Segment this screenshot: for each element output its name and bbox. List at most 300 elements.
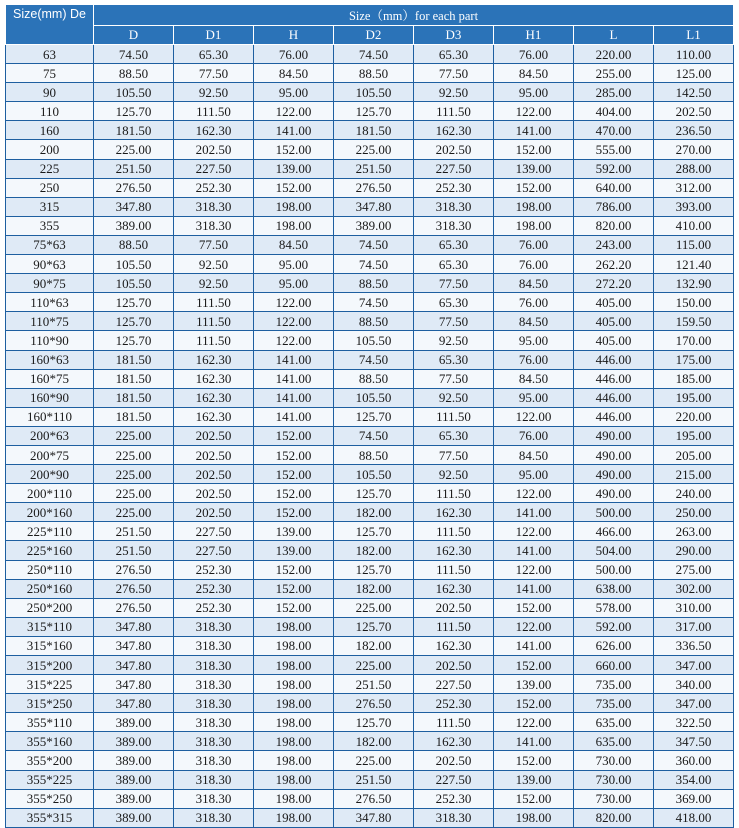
table-row xyxy=(6,426,734,445)
value-cell: 730.00 xyxy=(574,751,654,770)
value-cell: 152.00 xyxy=(494,751,574,770)
value-cell: 88.50 xyxy=(334,312,414,331)
value-cell: 181.50 xyxy=(94,388,174,407)
value-cell: 347.00 xyxy=(654,694,734,713)
value-cell: 202.50 xyxy=(414,751,494,770)
table-row xyxy=(6,293,734,312)
value-cell: 76.00 xyxy=(494,255,574,274)
value-cell: 95.00 xyxy=(254,274,334,293)
value-cell: 198.00 xyxy=(254,216,334,235)
value-cell: 635.00 xyxy=(574,732,654,751)
value-cell: 215.00 xyxy=(654,465,734,484)
value-cell: 410.00 xyxy=(654,216,734,235)
value-cell: 490.00 xyxy=(574,465,654,484)
size-cell: 200*90 xyxy=(6,465,94,484)
value-cell: 369.00 xyxy=(654,789,734,808)
value-cell: 76.00 xyxy=(494,293,574,312)
size-cell: 355*315 xyxy=(6,808,94,827)
column-header-h1: H1 xyxy=(494,26,574,45)
value-cell: 347.80 xyxy=(94,656,174,675)
table-row xyxy=(6,713,734,732)
value-cell: 347.80 xyxy=(94,636,174,655)
value-cell: 65.30 xyxy=(414,45,494,64)
value-cell: 141.00 xyxy=(254,121,334,140)
value-cell: 111.50 xyxy=(414,484,494,503)
size-cell: 250*110 xyxy=(6,560,94,579)
value-cell: 152.00 xyxy=(254,426,334,445)
value-cell: 111.50 xyxy=(174,293,254,312)
value-cell: 446.00 xyxy=(574,407,654,426)
value-cell: 92.50 xyxy=(414,465,494,484)
value-cell: 202.50 xyxy=(174,503,254,522)
value-cell: 84.50 xyxy=(254,64,334,83)
value-cell: 225.00 xyxy=(334,656,414,675)
table-row xyxy=(6,388,734,407)
table-row xyxy=(6,331,734,350)
size-cell: 160*75 xyxy=(6,369,94,388)
value-cell: 198.00 xyxy=(254,636,334,655)
value-cell: 405.00 xyxy=(574,331,654,350)
table-row xyxy=(6,255,734,274)
table-row xyxy=(6,312,734,331)
value-cell: 152.00 xyxy=(254,445,334,464)
size-cell: 250*200 xyxy=(6,598,94,617)
value-cell: 405.00 xyxy=(574,293,654,312)
value-cell: 92.50 xyxy=(174,83,254,102)
column-header-row xyxy=(6,26,734,45)
size-cell: 63 xyxy=(6,45,94,64)
value-cell: 182.00 xyxy=(334,579,414,598)
header-group-row xyxy=(6,5,734,26)
value-cell: 236.50 xyxy=(654,121,734,140)
table-row xyxy=(6,656,734,675)
value-cell: 318.30 xyxy=(174,789,254,808)
table-row xyxy=(6,274,734,293)
size-cell: 90*63 xyxy=(6,255,94,274)
value-cell: 198.00 xyxy=(494,808,574,827)
value-cell: 92.50 xyxy=(174,274,254,293)
value-cell: 251.50 xyxy=(94,522,174,541)
value-cell: 225.00 xyxy=(94,465,174,484)
value-cell: 318.30 xyxy=(414,808,494,827)
value-cell: 76.00 xyxy=(494,235,574,254)
value-cell: 318.30 xyxy=(174,617,254,636)
value-cell: 555.00 xyxy=(574,140,654,159)
value-cell: 272.20 xyxy=(574,274,654,293)
value-cell: 105.50 xyxy=(334,83,414,102)
value-cell: 77.50 xyxy=(414,445,494,464)
value-cell: 251.50 xyxy=(334,675,414,694)
value-cell: 276.50 xyxy=(334,178,414,197)
value-cell: 141.00 xyxy=(254,388,334,407)
value-cell: 152.00 xyxy=(254,598,334,617)
value-cell: 276.50 xyxy=(94,178,174,197)
value-cell: 152.00 xyxy=(494,656,574,675)
value-cell: 225.00 xyxy=(334,140,414,159)
value-cell: 578.00 xyxy=(574,598,654,617)
value-cell: 77.50 xyxy=(174,235,254,254)
value-cell: 152.00 xyxy=(494,598,574,617)
value-cell: 88.50 xyxy=(94,64,174,83)
table-row xyxy=(6,445,734,464)
value-cell: 198.00 xyxy=(254,675,334,694)
value-cell: 182.00 xyxy=(334,541,414,560)
value-cell: 125.70 xyxy=(334,102,414,121)
value-cell: 276.50 xyxy=(94,579,174,598)
value-cell: 111.50 xyxy=(414,102,494,121)
size-cell: 315 xyxy=(6,197,94,216)
size-cell: 355*160 xyxy=(6,732,94,751)
group-header: Size（mm）for each part xyxy=(94,5,734,26)
value-cell: 490.00 xyxy=(574,426,654,445)
table-row xyxy=(6,770,734,789)
value-cell: 312.00 xyxy=(654,178,734,197)
value-cell: 276.50 xyxy=(94,598,174,617)
value-cell: 198.00 xyxy=(254,713,334,732)
value-cell: 141.00 xyxy=(494,541,574,560)
value-cell: 74.50 xyxy=(334,255,414,274)
value-cell: 255.00 xyxy=(574,64,654,83)
value-cell: 318.30 xyxy=(414,197,494,216)
value-cell: 198.00 xyxy=(254,789,334,808)
value-cell: 202.50 xyxy=(414,656,494,675)
table-row xyxy=(6,64,734,83)
value-cell: 111.50 xyxy=(414,713,494,732)
value-cell: 105.50 xyxy=(94,255,174,274)
size-cell: 160*90 xyxy=(6,388,94,407)
size-cell: 315*200 xyxy=(6,656,94,675)
value-cell: 111.50 xyxy=(174,331,254,350)
value-cell: 125.70 xyxy=(94,102,174,121)
value-cell: 181.50 xyxy=(94,121,174,140)
value-cell: 125.70 xyxy=(94,293,174,312)
size-cell: 200*160 xyxy=(6,503,94,522)
value-cell: 225.00 xyxy=(94,445,174,464)
value-cell: 500.00 xyxy=(574,503,654,522)
value-cell: 270.00 xyxy=(654,140,734,159)
size-cell: 225 xyxy=(6,159,94,178)
value-cell: 225.00 xyxy=(94,503,174,522)
table-row xyxy=(6,83,734,102)
value-cell: 152.00 xyxy=(254,140,334,159)
table-row xyxy=(6,465,734,484)
value-cell: 202.50 xyxy=(174,465,254,484)
value-cell: 122.00 xyxy=(494,560,574,579)
value-cell: 220.00 xyxy=(574,45,654,64)
value-cell: 95.00 xyxy=(494,388,574,407)
value-cell: 84.50 xyxy=(494,445,574,464)
value-cell: 198.00 xyxy=(254,694,334,713)
table-row xyxy=(6,140,734,159)
value-cell: 65.30 xyxy=(414,255,494,274)
value-cell: 227.50 xyxy=(174,159,254,178)
value-cell: 162.30 xyxy=(174,369,254,388)
value-cell: 125.70 xyxy=(94,331,174,350)
value-cell: 592.00 xyxy=(574,617,654,636)
value-cell: 198.00 xyxy=(494,197,574,216)
table-body xyxy=(6,45,734,828)
value-cell: 115.00 xyxy=(654,235,734,254)
value-cell: 318.30 xyxy=(174,694,254,713)
column-header-h: H xyxy=(254,26,334,45)
value-cell: 227.50 xyxy=(174,541,254,560)
value-cell: 318.30 xyxy=(174,216,254,235)
value-cell: 290.00 xyxy=(654,541,734,560)
size-cell: 90 xyxy=(6,83,94,102)
value-cell: 276.50 xyxy=(94,560,174,579)
value-cell: 139.00 xyxy=(254,159,334,178)
value-cell: 162.30 xyxy=(414,121,494,140)
value-cell: 122.00 xyxy=(494,617,574,636)
size-cell: 90*75 xyxy=(6,274,94,293)
value-cell: 318.30 xyxy=(174,732,254,751)
value-cell: 181.50 xyxy=(94,350,174,369)
value-cell: 65.30 xyxy=(414,293,494,312)
value-cell: 227.50 xyxy=(174,522,254,541)
value-cell: 182.00 xyxy=(334,636,414,655)
value-cell: 65.30 xyxy=(414,235,494,254)
value-cell: 125.00 xyxy=(654,64,734,83)
value-cell: 389.00 xyxy=(334,216,414,235)
value-cell: 77.50 xyxy=(174,64,254,83)
value-cell: 225.00 xyxy=(94,426,174,445)
value-cell: 162.30 xyxy=(174,388,254,407)
value-cell: 181.50 xyxy=(94,369,174,388)
value-cell: 95.00 xyxy=(494,331,574,350)
value-cell: 347.80 xyxy=(334,808,414,827)
value-cell: 405.00 xyxy=(574,312,654,331)
size-cell: 200 xyxy=(6,140,94,159)
value-cell: 195.00 xyxy=(654,388,734,407)
value-cell: 141.00 xyxy=(254,407,334,426)
size-cell: 315*250 xyxy=(6,694,94,713)
value-cell: 735.00 xyxy=(574,694,654,713)
size-cell: 225*160 xyxy=(6,541,94,560)
value-cell: 205.00 xyxy=(654,445,734,464)
value-cell: 181.50 xyxy=(334,121,414,140)
value-cell: 162.30 xyxy=(174,121,254,140)
value-cell: 730.00 xyxy=(574,789,654,808)
value-cell: 95.00 xyxy=(254,255,334,274)
value-cell: 142.50 xyxy=(654,83,734,102)
value-cell: 84.50 xyxy=(494,312,574,331)
value-cell: 347.00 xyxy=(654,656,734,675)
table-row xyxy=(6,560,734,579)
value-cell: 76.00 xyxy=(494,350,574,369)
value-cell: 181.50 xyxy=(94,407,174,426)
value-cell: 121.40 xyxy=(654,255,734,274)
value-cell: 347.80 xyxy=(94,617,174,636)
value-cell: 389.00 xyxy=(94,713,174,732)
size-cell: 250 xyxy=(6,178,94,197)
value-cell: 122.00 xyxy=(494,484,574,503)
size-cell: 160*110 xyxy=(6,407,94,426)
column-header-d1: D1 xyxy=(174,26,254,45)
value-cell: 88.50 xyxy=(334,445,414,464)
table-row xyxy=(6,235,734,254)
value-cell: 152.00 xyxy=(254,579,334,598)
size-cell: 250*160 xyxy=(6,579,94,598)
value-cell: 251.50 xyxy=(334,159,414,178)
value-cell: 318.30 xyxy=(174,197,254,216)
value-cell: 122.00 xyxy=(494,407,574,426)
value-cell: 202.50 xyxy=(174,484,254,503)
table-row xyxy=(6,197,734,216)
value-cell: 162.30 xyxy=(414,541,494,560)
table-row xyxy=(6,159,734,178)
value-cell: 389.00 xyxy=(94,770,174,789)
value-cell: 141.00 xyxy=(494,579,574,598)
value-cell: 122.00 xyxy=(494,522,574,541)
value-cell: 225.00 xyxy=(334,751,414,770)
value-cell: 318.30 xyxy=(174,751,254,770)
value-cell: 347.50 xyxy=(654,732,734,751)
value-cell: 84.50 xyxy=(494,64,574,83)
value-cell: 202.50 xyxy=(414,598,494,617)
value-cell: 74.50 xyxy=(334,426,414,445)
size-cell: 75 xyxy=(6,64,94,83)
column-header-l1: L1 xyxy=(654,26,734,45)
value-cell: 95.00 xyxy=(254,83,334,102)
value-cell: 504.00 xyxy=(574,541,654,560)
value-cell: 74.50 xyxy=(334,45,414,64)
value-cell: 77.50 xyxy=(414,369,494,388)
value-cell: 225.00 xyxy=(94,484,174,503)
value-cell: 132.90 xyxy=(654,274,734,293)
value-cell: 318.30 xyxy=(174,808,254,827)
size-cell: 355*110 xyxy=(6,713,94,732)
value-cell: 111.50 xyxy=(174,102,254,121)
value-cell: 347.80 xyxy=(334,197,414,216)
value-cell: 389.00 xyxy=(94,789,174,808)
value-cell: 122.00 xyxy=(494,713,574,732)
value-cell: 150.00 xyxy=(654,293,734,312)
table-row xyxy=(6,350,734,369)
value-cell: 322.50 xyxy=(654,713,734,732)
size-cell: 355*250 xyxy=(6,789,94,808)
value-cell: 276.50 xyxy=(334,789,414,808)
value-cell: 152.00 xyxy=(254,465,334,484)
value-cell: 317.00 xyxy=(654,617,734,636)
value-cell: 88.50 xyxy=(334,369,414,388)
value-cell: 65.30 xyxy=(174,45,254,64)
value-cell: 162.30 xyxy=(174,407,254,426)
table-row xyxy=(6,503,734,522)
table-row xyxy=(6,216,734,235)
value-cell: 250.00 xyxy=(654,503,734,522)
value-cell: 340.00 xyxy=(654,675,734,694)
value-cell: 141.00 xyxy=(494,636,574,655)
value-cell: 198.00 xyxy=(254,732,334,751)
value-cell: 635.00 xyxy=(574,713,654,732)
value-cell: 198.00 xyxy=(494,216,574,235)
value-cell: 162.30 xyxy=(414,503,494,522)
value-cell: 626.00 xyxy=(574,636,654,655)
value-cell: 198.00 xyxy=(254,808,334,827)
value-cell: 275.00 xyxy=(654,560,734,579)
value-cell: 202.50 xyxy=(174,426,254,445)
column-header-d2: D2 xyxy=(334,26,414,45)
value-cell: 470.00 xyxy=(574,121,654,140)
value-cell: 202.50 xyxy=(174,445,254,464)
size-cell: 110 xyxy=(6,102,94,121)
value-cell: 105.50 xyxy=(334,465,414,484)
value-cell: 404.00 xyxy=(574,102,654,121)
table-row xyxy=(6,369,734,388)
value-cell: 88.50 xyxy=(94,235,174,254)
value-cell: 125.70 xyxy=(334,522,414,541)
value-cell: 198.00 xyxy=(254,751,334,770)
value-cell: 198.00 xyxy=(254,770,334,789)
value-cell: 105.50 xyxy=(94,83,174,102)
value-cell: 74.50 xyxy=(334,235,414,254)
value-cell: 252.30 xyxy=(174,598,254,617)
table-row xyxy=(6,675,734,694)
value-cell: 139.00 xyxy=(494,159,574,178)
table-row xyxy=(6,407,734,426)
table-row xyxy=(6,121,734,140)
value-cell: 195.00 xyxy=(654,426,734,445)
value-cell: 141.00 xyxy=(254,350,334,369)
value-cell: 347.80 xyxy=(94,694,174,713)
value-cell: 730.00 xyxy=(574,770,654,789)
table-row xyxy=(6,178,734,197)
size-cell: 160*63 xyxy=(6,350,94,369)
value-cell: 95.00 xyxy=(494,465,574,484)
size-cell: 315*160 xyxy=(6,636,94,655)
value-cell: 125.70 xyxy=(94,312,174,331)
size-cell: 315*110 xyxy=(6,617,94,636)
value-cell: 446.00 xyxy=(574,369,654,388)
corner-header: Size(mm) De xyxy=(6,5,94,45)
value-cell: 111.50 xyxy=(414,522,494,541)
value-cell: 125.70 xyxy=(334,713,414,732)
value-cell: 76.00 xyxy=(494,45,574,64)
value-cell: 198.00 xyxy=(254,617,334,636)
size-cell: 75*63 xyxy=(6,235,94,254)
size-cell: 200*110 xyxy=(6,484,94,503)
value-cell: 139.00 xyxy=(254,522,334,541)
table-row xyxy=(6,45,734,64)
value-cell: 198.00 xyxy=(254,197,334,216)
value-cell: 92.50 xyxy=(414,83,494,102)
value-cell: 490.00 xyxy=(574,445,654,464)
size-cell: 355*225 xyxy=(6,770,94,789)
value-cell: 84.50 xyxy=(494,274,574,293)
value-cell: 389.00 xyxy=(94,808,174,827)
value-cell: 152.00 xyxy=(494,694,574,713)
value-cell: 74.50 xyxy=(334,293,414,312)
value-cell: 139.00 xyxy=(254,541,334,560)
value-cell: 105.50 xyxy=(334,331,414,350)
value-cell: 336.50 xyxy=(654,636,734,655)
value-cell: 393.00 xyxy=(654,197,734,216)
value-cell: 500.00 xyxy=(574,560,654,579)
value-cell: 111.50 xyxy=(174,312,254,331)
value-cell: 243.00 xyxy=(574,235,654,254)
value-cell: 252.30 xyxy=(174,579,254,598)
value-cell: 159.50 xyxy=(654,312,734,331)
size-table xyxy=(5,4,734,828)
size-cell: 315*225 xyxy=(6,675,94,694)
value-cell: 76.00 xyxy=(254,45,334,64)
value-cell: 466.00 xyxy=(574,522,654,541)
value-cell: 74.50 xyxy=(334,350,414,369)
value-cell: 152.00 xyxy=(254,178,334,197)
value-cell: 389.00 xyxy=(94,216,174,235)
value-cell: 92.50 xyxy=(174,255,254,274)
value-cell: 152.00 xyxy=(254,560,334,579)
